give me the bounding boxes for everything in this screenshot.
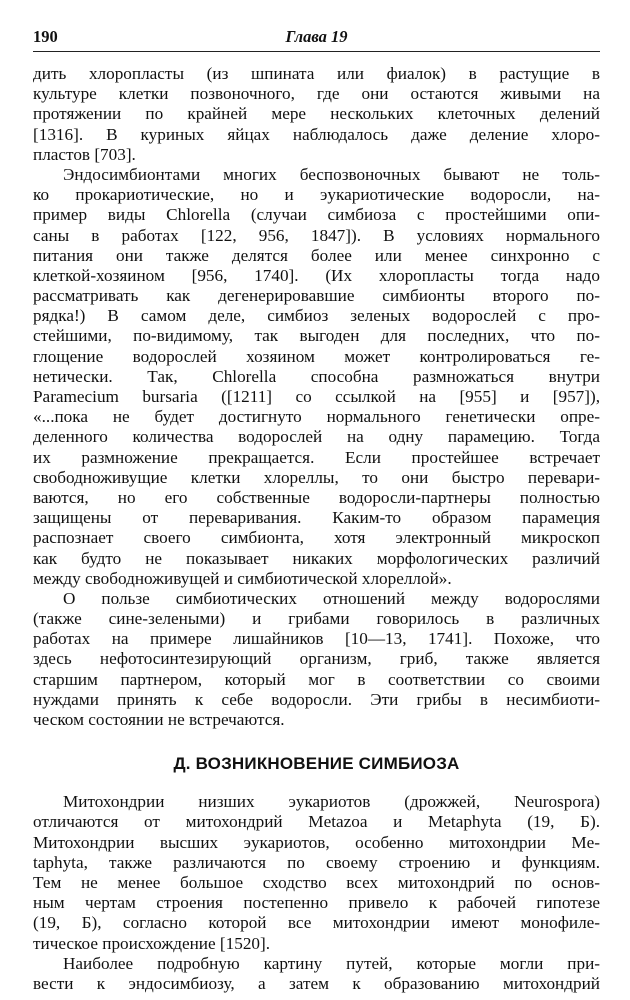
- text-line: протяжении по крайней мере нескольких клеточных делений: [33, 104, 600, 124]
- text-line: тическое происхождение [1520].: [33, 933, 271, 953]
- text-line: Митохондрии низших эукариотов (дрожжей, Neurospora): [63, 792, 600, 812]
- text-line: ческом состоянии не встречаются.: [33, 710, 285, 729]
- text-line: старшим партнером, который мог в соответствии со своими: [33, 669, 600, 689]
- text-line: нетически. Так, Chlorella способна размножаться внутри: [33, 366, 600, 386]
- paragraph-3: [33, 589, 600, 730]
- text-line: свободноживущие клетки хлореллы, то они быстро перевари-: [33, 467, 600, 487]
- text-line: Митохондрии высших эукариотов, особенно митохондрии Me-: [33, 832, 600, 852]
- text-line: их размножение прекращается. Если простейшее встречает: [33, 447, 600, 467]
- text-line: taphyta, также различаются по своему строению и функциям.: [33, 852, 600, 872]
- text-line: дить хлоропласты (из шпината или фиалок) в растущие в: [33, 64, 600, 83]
- paragraph-1: [33, 64, 600, 165]
- text-line: пример виды Chlorella (случаи симбиоза с простейшими опи-: [33, 205, 600, 225]
- text-line: культуре клетки позвоночного, где они остаются живыми на: [33, 84, 600, 104]
- text-line: работах на примере лишайников [10—13, 1741]. Похоже, что: [33, 629, 600, 649]
- text-line: «...пока не будет достигнуто нормального генетически опре-: [33, 407, 600, 427]
- text-line: [1316]. В куриных яйцах наблюдалось даже деление хлоро-: [33, 124, 600, 144]
- page-number: 190: [33, 27, 58, 46]
- text-line: как будто не показывает никаких морфологических различий: [33, 548, 600, 568]
- text-line: деленного количества водорослей на одну парамецию. Тогда: [33, 427, 600, 447]
- text-line: (также сине-зелеными) и грибами говорилось в различных: [33, 609, 600, 629]
- text-line: отличаются от митохондрий Metazoa и Metaphyta (19, Б).: [33, 812, 600, 832]
- text-line: Paramecium bursaria ([1211] со ссылкой на [955] и [957]),: [33, 387, 600, 406]
- text-line: вести к эндосимбиозу, а затем к образованию митохондрий: [33, 973, 600, 993]
- text-line: ко прокариотические, но и эукариотические водоросли, на-: [33, 185, 600, 205]
- text-line: здесь нефотосинтезирующий организм, гриб, также является: [33, 649, 600, 669]
- text-line: клеткой-хозяином [956, 1740]. (Их хлоропласты тогда надо: [33, 265, 600, 285]
- text-line: саны в работах [122, 956, 1847]). В условиях нормального: [33, 225, 600, 245]
- text-line: между свободноживущей и симбиотической хлореллой».: [33, 568, 452, 588]
- text-line: ным чертам строения постепенно привело к рабочей гипотезе: [33, 893, 600, 913]
- paragraph-5: [33, 954, 600, 994]
- body-text: [33, 64, 600, 994]
- text-line: пластов [703].: [33, 144, 136, 164]
- text-line: распознает своего симбионта, хотя электронный микроскоп: [33, 528, 600, 548]
- text-line: О пользе симбиотических отношений между водорослями: [63, 588, 600, 608]
- chapter-title: Глава 19: [285, 27, 348, 46]
- section-heading: Д. ВОЗНИКНОВЕНИЕ СИМБИОЗА: [173, 754, 460, 774]
- text-line: питания они также делятся более или менее синхронно с: [33, 245, 600, 265]
- text-line: глощение водорослей хозяином может контролироваться ге-: [33, 346, 600, 366]
- text-line: Тем не менее большое сходство всех митохондрий по основ-: [33, 872, 600, 892]
- header-rule: [33, 51, 600, 52]
- paragraph-2: [33, 165, 600, 589]
- text-line: рядка!) В самом деле, симбиоз зеленых водорослей с про-: [33, 306, 600, 326]
- text-line: (19, Б), согласно которой все митохондрии имеют монофиле-: [33, 913, 600, 933]
- text-line: Эндосимбионтами многих беспозвоночных бывают не толь-: [63, 164, 600, 184]
- text-line: защищены от переваривания. Каким-то образом парамеция: [33, 508, 600, 528]
- text-line: нуждами принять к себе водоросли. Эти грибы в несимбиоти-: [33, 689, 600, 709]
- text-line: стейшими, по-видимому, так выгоден для последних, что по-: [33, 326, 600, 346]
- text-line: рассматривать как дегенерировавшие симбионты второго по-: [33, 286, 600, 306]
- running-head: [33, 27, 600, 49]
- text-line: ваются, но его собственные водоросли-партнеры полностью: [33, 487, 600, 507]
- text-line: Наиболее подробную картину путей, которые могли при-: [63, 953, 600, 973]
- paragraph-4: [33, 792, 600, 954]
